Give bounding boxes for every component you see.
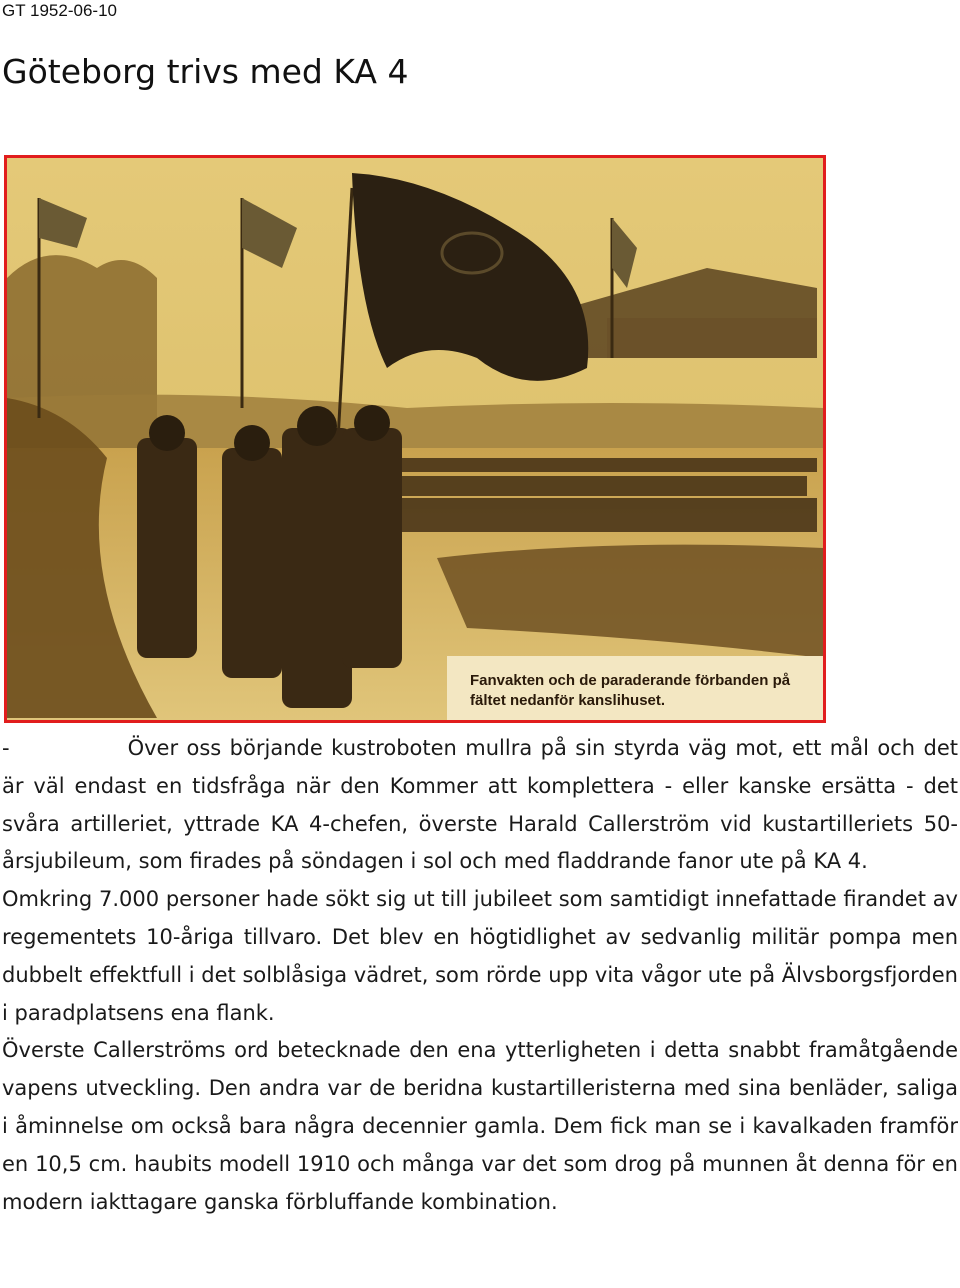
article-photo	[4, 155, 826, 723]
photo-caption-line: Fanvakten och de paraderande förbanden på	[470, 672, 791, 689]
article-paragraph	[2, 730, 958, 881]
article-title: Göteborg trivs med KA 4	[2, 52, 409, 91]
parade-photo-illustration	[7, 158, 823, 720]
document-reference: GT 1952-06-10	[2, 1, 117, 20]
photo-caption	[470, 671, 820, 711]
lead-dash: -	[2, 736, 10, 760]
paragraph-text: Över oss börjande kustroboten mullra på sin styrda väg mot, ett mål och det är väl endast en tidsfråga när den Kommer att komplettera - eller kanske ersätta - det svåra artilleriet, yttrade KA 4-chefen, överste Harald Callerström vid kustartilleriets 50-årsjubileum, som firades på söndagen i sol och med fladdrande fanor ute på KA 4.	[2, 736, 958, 874]
photo-caption-line: fältet nedanför kanslihuset.	[470, 692, 666, 709]
article-paragraph: Omkring 7.000 personer hade sökt sig ut till jubileet som samtidigt innefattade firandet av regementets 10-åriga tillvaro. Det blev en högtidlighet av sedvanlig militär pompa men dubbelt effektfull i det solblåsiga vädret, som rörde upp vita vågor ute på Älvsborgsfjorden i paradplatsens ena flank.	[2, 887, 958, 1025]
article-paragraph: Överste Callerströms ord betecknade den ena ytterligheten i detta snabbt framåtgående vapens utveckling. Den andra var de beridna kustartilleristerna med sina benläder, saliga i åminnelse om också bara några decennier gamla. Dem fick man se i kavalkaden framför en 10,5 cm. haubits modell 1910 och många var det som drog på munnen åt denna för en modern iakttagare ganska förbluffande kombination.	[2, 1038, 958, 1214]
article-body	[2, 730, 958, 1221]
